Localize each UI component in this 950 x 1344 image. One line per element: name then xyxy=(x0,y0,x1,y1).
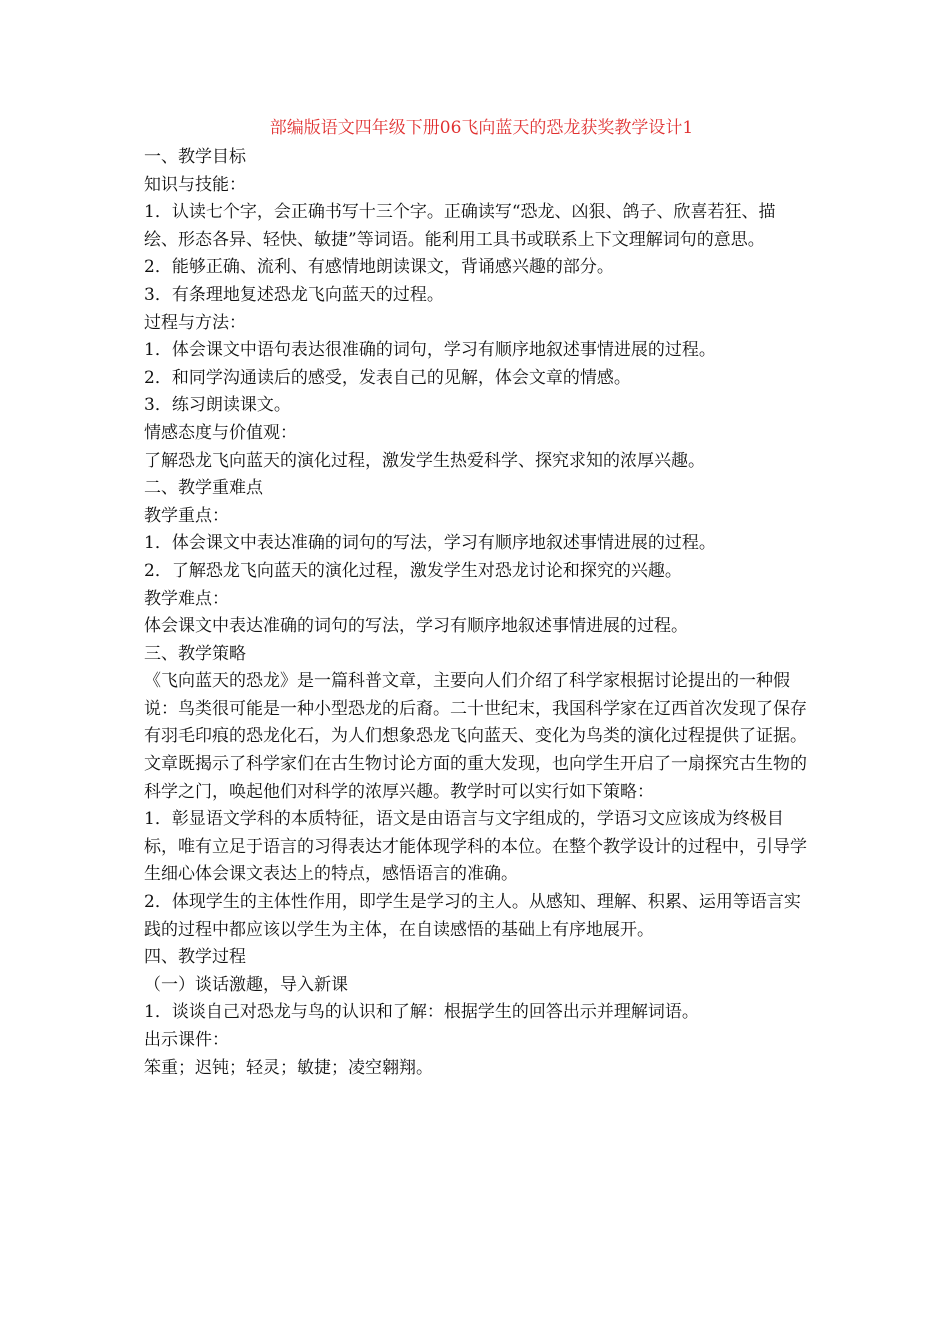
paragraph: 出示课件： xyxy=(144,1030,229,1050)
paragraph: 1．体会课文中语句表达很准确的词句，学习有顺序地叙述事情进展的过程。 xyxy=(144,340,716,361)
paragraph: 3．练习朗读课文。 xyxy=(144,395,291,416)
heading-objectives: 一、教学目标 xyxy=(144,147,246,167)
paragraph: 2．了解恐龙飞向蓝天的演化过程，激发学生对恐龙讨论和探究的兴趣。 xyxy=(144,560,682,581)
paragraph: 笨重；迟钝；轻灵；敏捷；凌空翱翔。 xyxy=(144,1057,433,1078)
subheading-attitude-values: 情感态度与价值观： xyxy=(144,422,297,443)
document-page xyxy=(144,114,809,1082)
subheading-key-points: 教学重点： xyxy=(144,505,229,526)
subheading-intro: （一）谈话激趣，导入新课 xyxy=(144,974,348,995)
subheading-difficult-points: 教学难点： xyxy=(144,588,229,609)
paragraph: 2．能够正确、流利、有感情地朗读课文，背诵感兴趣的部分。 xyxy=(144,257,614,278)
paragraph: 2．体现学生的主体性作用，即学生是学习的主人。从感知、理解、积累、运用等语言实践的过程中都应该以学生为主体，在自读感悟的基础上有序地展开。 xyxy=(144,892,801,940)
subheading-process-method: 过程与方法： xyxy=(144,312,246,333)
heading-strategy: 三、教学策略 xyxy=(144,643,246,664)
paragraph: 体会课文中表达准确的词句的写法，学习有顺序地叙述事情进展的过程。 xyxy=(144,616,688,637)
paragraph: 1．彰显语文学科的本质特征，语文是由语言与文字组成的，学语习文应该成为终极目标，唯有立足于语言的习得表达才能体现学科的本位。在整个教学设计的过程中，引导学生细心体会课文表达上的特点，感悟语言的准确。 xyxy=(144,809,807,885)
paragraph: 了解恐龙飞向蓝天的演化过程，激发学生热爱科学、探究求知的浓厚兴趣。 xyxy=(144,450,705,471)
paragraph: 1．认读七个字，会正确书写十三个字。正确读写“恐龙、凶狠、鸽子、欣喜若狂、描绘、形态各异、轻快、敏捷”等词语。能利用工具书或联系上下文理解词句的意思。 xyxy=(144,202,776,250)
subheading-knowledge-skills: 知识与技能： xyxy=(144,174,246,195)
heading-key-difficult-points: 二、教学重难点 xyxy=(144,478,263,499)
paragraph: 1．体会课文中表达准确的词句的写法，学习有顺序地叙述事情进展的过程。 xyxy=(144,533,716,554)
heading-process: 四、教学过程 xyxy=(144,947,246,968)
paragraph: 3．有条理地复述恐龙飞向蓝天的过程。 xyxy=(144,284,444,305)
paragraph: 《飞向蓝天的恐龙》是一篇科普文章，主要向人们介绍了科学家根据讨论提出的一种假说：鸟类很可能是一种小型恐龙的后裔。二十世纪末，我国科学家在辽西首次发现了保存有羽毛印痕的恐龙化石，为人们想象恐龙飞向蓝天、变化为鸟类的演化过程提供了证据。文章既揭示了科学家们在古生物讨论方面的重大发现，也向学生开启了一扇探究古生物的科学之门，唤起他们对科学的浓厚兴趣。教学时可以实行如下策略： xyxy=(144,671,807,802)
paragraph: 1．谈谈自己对恐龙与鸟的认识和了解：根据学生的回答出示并理解词语。 xyxy=(144,1002,699,1023)
paragraph: 2．和同学沟通读后的感受，发表自己的见解，体会文章的情感。 xyxy=(144,367,631,388)
document-title: 部编版语文四年级下册06飞向蓝天的恐龙获奖教学设计1 xyxy=(269,118,694,138)
